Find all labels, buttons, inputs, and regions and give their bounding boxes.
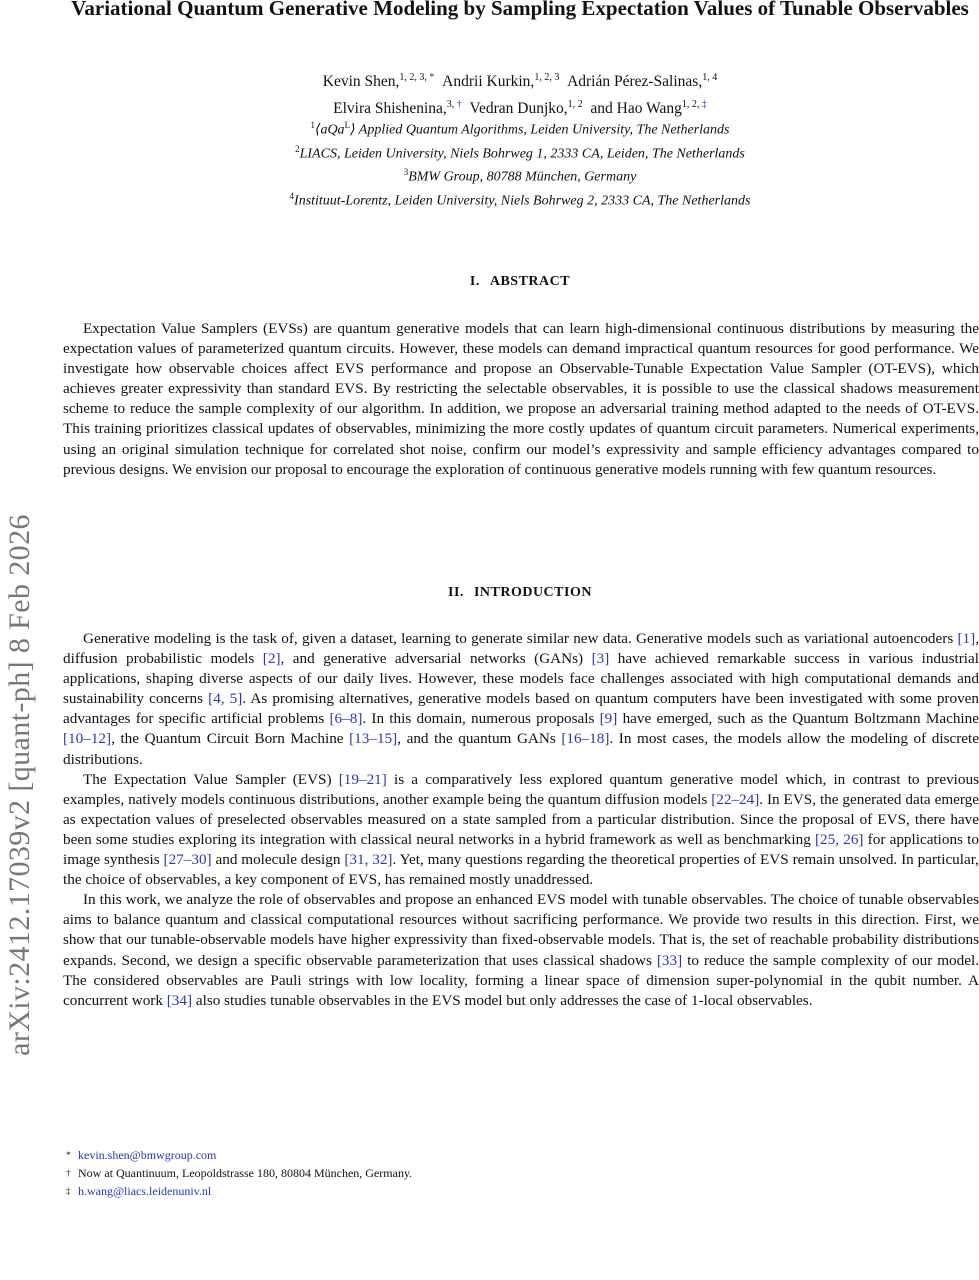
- footnote-mark: *: [66, 1150, 71, 1160]
- affiliation-superscript: L: [344, 120, 351, 130]
- author-affil-num: 1, 2: [567, 99, 583, 111]
- paper-title: Variational Quantum Generative Modeling by Sampling Expectation Values of Tunable Observables: [71, 0, 969, 20]
- author-name: Andrii Kurkin,: [442, 73, 535, 91]
- footnote-text: Now at Quantinuum, Leopoldstrasse 180, 80804 München, Germany.: [78, 1166, 413, 1180]
- citation-link[interactable]: [27–30]: [163, 851, 212, 869]
- affiliation-text: ⟨aQa: [314, 122, 345, 138]
- citation-link[interactable]: [16–18]: [561, 730, 610, 748]
- footnote-email-link[interactable]: h.wang@liacs.leidenuniv.nl: [78, 1184, 212, 1198]
- author-name: Adrián Pérez-Salinas,: [567, 73, 703, 91]
- affiliation-item: [60, 116, 979, 140]
- footnotes: [66, 1146, 946, 1200]
- introduction-heading: [60, 585, 979, 601]
- paragraph-text: , and the quantum GANs: [397, 730, 562, 748]
- footnote-item: [66, 1182, 946, 1200]
- citation-link[interactable]: [3]: [591, 650, 610, 668]
- citation-link[interactable]: [1]: [957, 630, 976, 647]
- citation-link[interactable]: [25, 26]: [815, 830, 864, 848]
- paragraph-text: . Yet, many questions regarding the theoretical properties of EVS remain unsolved. In particular, the choice of observables, a key component of EVS, has remained mostly unaddressed.: [63, 851, 979, 889]
- affiliation-number: 3: [403, 167, 409, 178]
- affiliation-list: [60, 116, 979, 211]
- abstract-paragraph: Expectation Value Samplers (EVSs) are quantum generative models that can learn high-dimensional continuous distributions by measuring the expectation values of parameterized quantum circuits. However, these models can demand impractical quantum resources for good performance. We investigate how observable choices affect EVS performance and propose an Observable-Tunable Expectation Value Sampler (OT-EVS), which achieves greater expressivity than standard EVS. By restricting the selectable observables, it is possible to use the classical shadows measurement scheme to reduce the sample complexity of our algorithm. In addition, we propose an adversarial training method adapted to the needs of OT-EVS. This training prioritizes classical updates of observables, minimizing the more costly updates of quantum circuit parameters. Numerical experiments, using an original simulation technique for correlated shot noise, confirm our model’s expressivity and sample efficiency advantages compared to previous designs. We envision our proposal to encourage the exploration of continuous generative models running with few quantum resources.: [63, 320, 979, 478]
- author-name: Vedran Dunjko,: [469, 100, 568, 118]
- paragraph-text: . In EVS, the generated data emerge as expectation values of preselected observables measured on a state sampled from a particular distribution. Since the proposal of EVS, there have been some studies exploring its integration with classical neural networks in a hybrid framework as well as benchmarking: [63, 790, 979, 848]
- paragraph-text: have achieved remarkable success in various industrial applications, shaping diverse aspects of our daily lives. However, these models face challenges associated with high computational demands and sustainability concerns: [63, 650, 979, 708]
- paragraph-text: , and generative adversarial networks (GANs): [280, 650, 592, 668]
- affiliation-text-rest: ⟩ Applied Quantum Algorithms, Leiden University, The Netherlands: [350, 122, 730, 138]
- abstract-body: [63, 319, 979, 480]
- citation-link[interactable]: [22–24]: [711, 790, 760, 808]
- introduction-body: [63, 629, 979, 1011]
- citation-link[interactable]: [2]: [262, 650, 281, 668]
- paragraph-text: . In this domain, numerous proposals: [362, 710, 600, 728]
- introduction-paragraph: [63, 770, 979, 891]
- affiliation-text: LIACS, Leiden University, Niels Bohrweg 1, 2333 CA, Leiden, The Netherlands: [299, 146, 745, 162]
- citation-link[interactable]: [10–12]: [63, 730, 112, 748]
- author-name: Elvira Shishenina,: [333, 100, 447, 118]
- footnote-item: [66, 1146, 946, 1164]
- citation-link[interactable]: [34]: [166, 991, 193, 1009]
- author-line-1: [60, 66, 979, 93]
- citation-link[interactable]: [13–15]: [349, 730, 398, 748]
- paragraph-text: , the Quantum Circuit Born Machine: [111, 730, 350, 748]
- affiliation-item: [60, 140, 979, 164]
- author-footnote-link[interactable]: †: [456, 99, 462, 111]
- author-list: [60, 66, 979, 120]
- introduction-paragraph: [63, 629, 979, 770]
- affiliation-number: 2: [295, 143, 300, 154]
- paragraph-text: and molecule design: [211, 851, 345, 869]
- affiliation-text: Instituut-Lorentz, Leiden University, Niels Bohrweg 2, 2333 CA, The Netherlands: [294, 193, 751, 209]
- author-footnote-link[interactable]: ‡: [701, 99, 707, 111]
- paragraph-text: . As promising alternatives, generative models based on quantum computers have been investigated with some proven advantages for specific artificial problems: [63, 690, 979, 728]
- citation-link[interactable]: [19–21]: [338, 770, 387, 788]
- footnote-mark: †: [66, 1168, 71, 1178]
- citation-link[interactable]: [33]: [656, 951, 683, 969]
- author-affil-num: 1, 4: [702, 72, 718, 83]
- arxiv-identifier: arXiv:2412.17039v2 [quant-ph] 8 Feb 2026: [3, 514, 37, 1056]
- paragraph-text: is a comparatively less explored quantum generative model which, in contrast to previous examples, natively models continuous distributions, another example being the quantum diffusion models: [63, 770, 979, 808]
- citation-link[interactable]: [4, 5]: [208, 690, 243, 708]
- arxiv-stamp: [0, 290, 40, 1280]
- paragraph-text: also studies tunable observables in the EVS model but only addresses the case of 1-local observables.: [192, 991, 813, 1009]
- section-title: INTRODUCTION: [473, 585, 592, 600]
- affiliation-item: [60, 187, 979, 211]
- author-name: Kevin Shen,: [322, 73, 400, 91]
- author-affil-num: 1, 2, 3,: [399, 72, 430, 83]
- citation-link[interactable]: [6–8]: [329, 710, 363, 728]
- introduction-paragraph: [63, 890, 979, 1011]
- paragraph-text: to reduce the sample complexity of our model. The considered observables are Pauli strings with low locality, forming a linear space of dimension super-polynomial in the qubit number. A concurrent work: [63, 951, 979, 1009]
- author-name: and Hao Wang: [590, 100, 682, 118]
- author-affil-num: 1, 2, 3: [534, 72, 560, 83]
- footnote-email-link[interactable]: kevin.shen@bmwgroup.com: [78, 1148, 217, 1162]
- citation-link[interactable]: [31, 32]: [344, 851, 393, 869]
- paragraph-text: have emerged, such as the Quantum Boltzmann Machine: [617, 710, 979, 728]
- footnote-mark: ‡: [66, 1186, 71, 1196]
- footnote-item: [66, 1164, 946, 1182]
- paragraph-text: , diffusion probabilistic models: [63, 630, 979, 668]
- citation-link[interactable]: [9]: [599, 710, 618, 728]
- paragraph-text: . In most cases, the models allow the modeling of discrete distributions.: [63, 730, 979, 768]
- paragraph-text: The Expectation Value Sampler (EVS): [83, 770, 339, 788]
- paragraph-text: Generative modeling is the task of, given a dataset, learning to generate similar new data. Generative models such as variational autoencoders: [83, 630, 958, 647]
- section-number: I.: [469, 274, 480, 289]
- affiliation-item: [60, 163, 979, 187]
- author-affil-num: 1, 2,: [681, 99, 702, 111]
- paragraph-text: for applications to image synthesis: [63, 830, 979, 869]
- section-number: II.: [448, 585, 464, 600]
- author-footnote-link[interactable]: *: [429, 72, 435, 83]
- affiliation-number: 4: [289, 190, 295, 201]
- affiliation-text: BMW Group, 80788 München, Germany: [408, 169, 637, 185]
- author-affil-num: 3,: [446, 99, 457, 111]
- paragraph-text: In this work, we analyze the role of observables and propose an enhanced EVS model with tunable observables. The choice of tunable observables aims to balance quantum and classical computational resources without sacrificing performance. We provide two results in this direction. First, we show that our tunable-observable models have higher expressivity than fixed-observable models. That is, the set of reachable probability distributions expands. Second, we design a specific observable parameterization that uses classical shadows: [63, 891, 979, 969]
- section-title: ABSTRACT: [489, 274, 571, 289]
- abstract-heading: [60, 274, 979, 290]
- affiliation-number: 1: [310, 120, 315, 130]
